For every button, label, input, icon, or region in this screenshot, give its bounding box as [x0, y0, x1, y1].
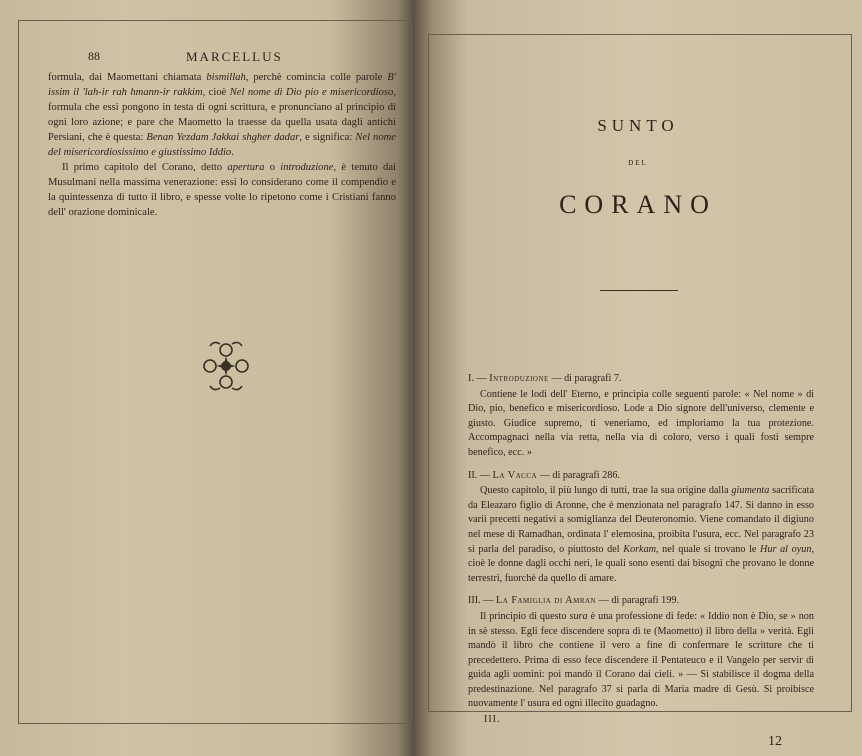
left-paragraph-1: formula, dai Maomettani chiamata bismillah, perchè comincia colle parole B' issim il 'lah-ir rah hmann-ir rakkim, cioè Nel nome di Dio pio e misericordioso, formula che essi pongono in testa di ogni scrittura, e pronunciano al principio di ogni loro azione; e pare che Maometto la traesse da quella usata dagli antichi Persiani, che è questa: Benan Yezdam Jakkai shgher dadar, e significa: Nel nome del misericordiosissimo e giustissimo Iddio. [48, 72, 396, 158]
section-text-3: Il principio di questo sura è una professione di fede: « Iddio non è Dio, se » non in sè stesso. Egli fece discendere sopra di te (Maometto) il libro della » verità. Egli mandò il libro che contiene il vero a fine di confermare le scritture che ti precedettero. Prima di esso fece discendere il Pentateuco e il Vangelo per servir di guida agli uomini: poi mandò il Corano dai cieli. » — Si stabilisce il dogma della predestinazione. Nel paragrafo 37 si parla di Maria madre di Gesù. Si proibisce nuovamente l' usura ed ogni illecito guadagno. [468, 610, 814, 710]
left-paragraph-2: Il primo capitolo del Corano, detto apertura o introduzione, è tenuto dai Musulmani nella massima venerazione: essi lo considerano come il compendio e la quintessenza di tutto il libro, e spesse volte lo ripetono come i Cristiani fanno dell' orazione dominicale. [48, 162, 396, 218]
title-sunto: SUNTO [597, 116, 679, 135]
floral-ornament-icon [198, 338, 254, 394]
section-title-3: III. — La Famiglia di Amran — di paragrafi 199. [468, 595, 680, 607]
left-page-number: 88 [88, 49, 100, 63]
signature-mark: III. [484, 714, 501, 725]
running-title: MARCELLUS [186, 49, 283, 64]
right-body-text [468, 372, 814, 712]
right-page-number: 12 [768, 734, 782, 749]
title-rule [600, 290, 678, 291]
right-page [414, 0, 862, 756]
left-body-text [48, 70, 396, 220]
section-text-2: Questo capitolo, il più lungo di tutti, trae la sua origine dalla giumenta sacrificata da Eleazaro figlio di Aronne, che è menzionata nel paragrafo 147. Si danno in esso varii precetti negativi a somiglianza del Deuteronomio. Viene comandato il digiuno nel mese di Ramadhan, ordinata l' elemosina, proibita l'usura, ecc. Nel paragrafo 23 si parla del paradiso, o piuttosto del Korkam, nel quale si trovano le Hur al oyun, cioè le donne dagli occhi neri, le quali sono esenti dai bisogni che provano le donne terrestri, fuorchè da quello di amare. [468, 485, 814, 584]
left-page [0, 0, 414, 756]
section-text-1: Contiene le lodi dell' Eterno, e principia colle seguenti parole: « Nel nome » di Dio, pio, benefico e misericordioso. Lode a Dio signore dell'universo, clemente e giusto. Giudice supremo, ti veneriamo, ed imploriamo la tua protezione. Accompagnaci nella via retta, nella via di coloro, verso i quali fosti sempre benefico, ecc. » [468, 388, 814, 458]
title-corano: CORANO [559, 190, 717, 219]
running-head [88, 49, 398, 65]
section-title-1: I. — Introduzione — di paragrafi 7. [468, 373, 622, 384]
section-title-2: II. — La Vacca — di paragrafi 286. [468, 469, 620, 481]
title-del: DEL [628, 159, 648, 167]
